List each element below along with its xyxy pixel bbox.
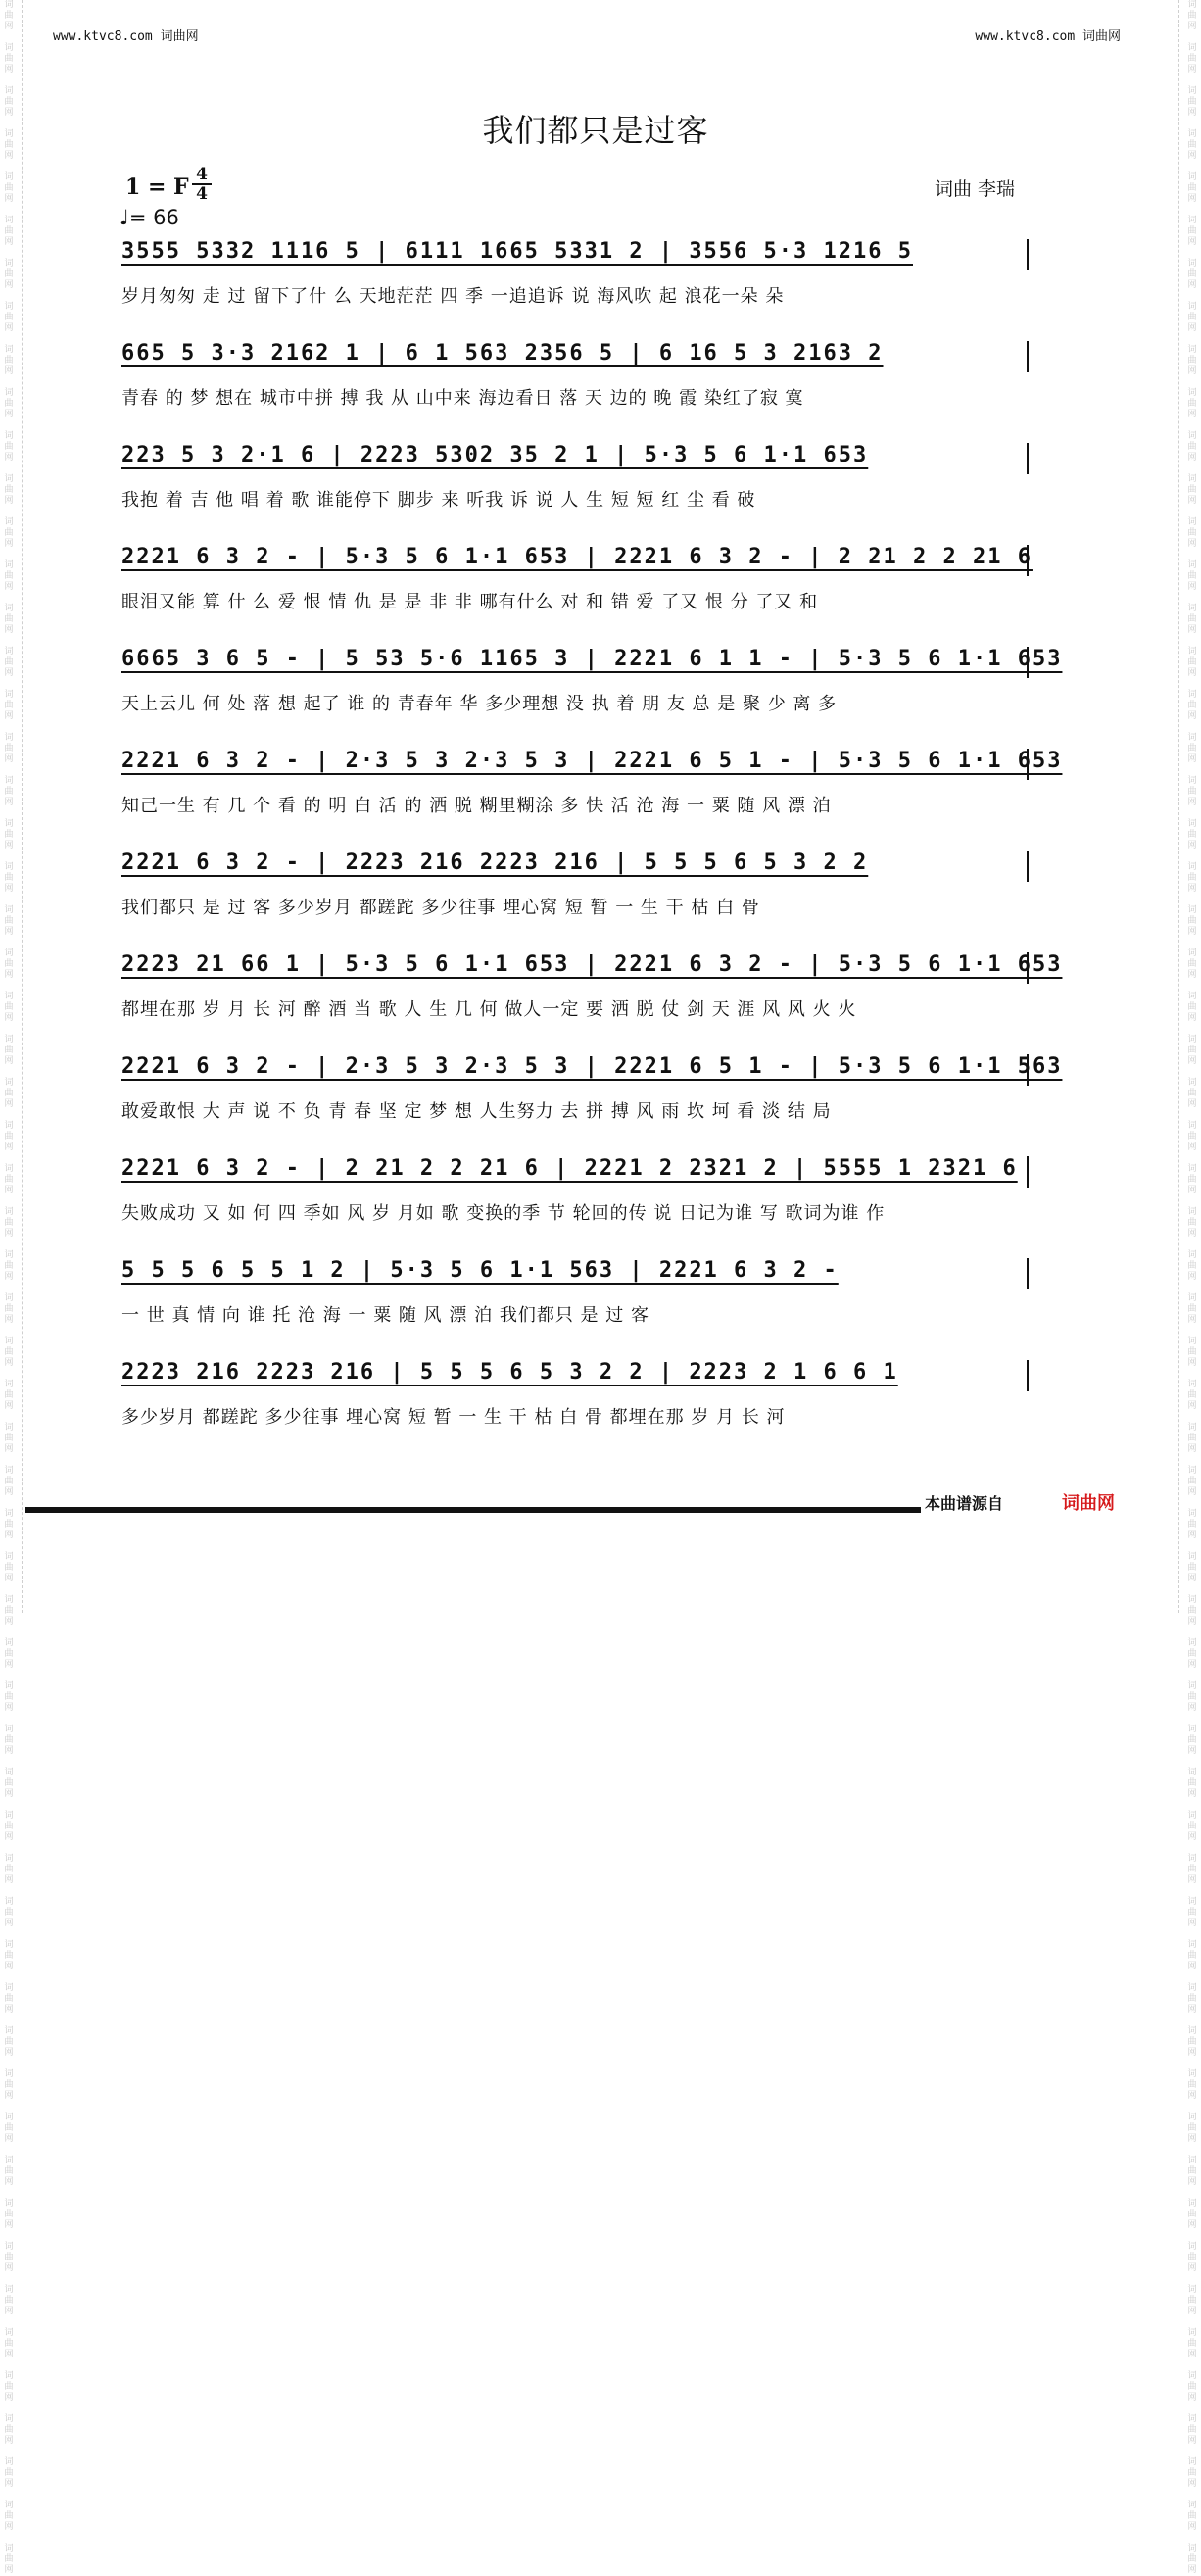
lyric-line: 我抱 着 吉 他 唱 着 歌 谁能停下 脚步 来 听我 诉 说 人 生 短 短 红 尘 看 破 (121, 490, 756, 510)
time-signature-bottom: 4 (196, 184, 208, 204)
lyric-line: 青春 的 梦 想在 城市中拼 搏 我 从 山中来 海边看日 落 天 边的 晚 霞 染红了寂 寞 (121, 388, 804, 409)
bar-line (1027, 952, 1029, 984)
notation-line: 2221 6 3 2 - | 5·3 5 6 1·1 653 | 2221 6 3 2 - | 2 21 2 2 21 6 (121, 545, 1033, 569)
score-row (121, 439, 1023, 541)
score-row (121, 1050, 1063, 1152)
bar-line (1027, 1156, 1029, 1188)
time-signature-top: 4 (196, 165, 208, 184)
score-row (121, 745, 1063, 847)
lyric-line: 天上云儿 何 处 落 想 起了 谁 的 青春年 华 多少理想 没 执 着 朋 友 总 是 聚 少 离 多 (121, 694, 838, 714)
notation-line: 2221 6 3 2 - | 2·3 5 3 2·3 5 3 | 2221 6 5 1 - | 5·3 5 6 1·1 563 (121, 1054, 1063, 1079)
lyric-line: 都埋在那 岁 月 长 河 醉 酒 当 歌 人 生 几 何 做人一定 要 洒 脱 仗 剑 天 涯 风 风 火 火 (121, 999, 857, 1020)
bar-line (1027, 443, 1029, 474)
right-border-dashed (1178, 0, 1179, 1613)
notation-line: 665 5 3·3 2162 1 | 6 1 563 2356 5 | 6 16 5 3 2163 2 (121, 341, 884, 365)
notation-line: 2221 6 3 2 - | 2 21 2 2 21 6 | 2221 2 2321 2 | 5555 1 2321 6 (121, 1156, 1018, 1181)
composer-credit: 词曲 李瑞 (934, 178, 1015, 200)
score-row (121, 235, 1023, 337)
score-row (121, 643, 1063, 745)
notation-line: 223 5 3 2·1 6 | 2223 5302 35 2 1 | 5·3 5 6 1·1 653 (121, 443, 869, 467)
notation-line: 6665 3 6 5 - | 5 53 5·6 1165 3 | 2221 6 1 1 - | 5·3 5 6 1·1 653 (121, 647, 1063, 671)
bar-line (1027, 851, 1029, 882)
lyric-line: 敢爱敢恨 大 声 说 不 负 青 春 坚 定 梦 想 人生努力 去 拼 搏 风 雨 坎 坷 看 淡 结 局 (121, 1101, 832, 1122)
time-signature (192, 167, 212, 202)
score-row (121, 1356, 1023, 1458)
score-row (121, 1152, 1023, 1254)
lyric-line: 一 世 真 情 向 谁 托 沧 海 一 粟 随 风 漂 泊 我们都只 是 过 客 (121, 1305, 649, 1326)
right-watermark-strip (1183, 0, 1201, 2575)
side-watermark-text: 词 曲 网 词 曲 网 词 曲 网 词 曲 网 词 曲 网 词 曲 网 词 曲 网 词 曲 网 词 曲 网 词 曲 网 词 曲 网 词 曲 网 词 曲 网 词 曲 网 词 曲 网 词 曲 网 词 曲 网 词 曲 网 词 曲 网 词 曲 网 词 曲 网 词 曲 网 词 曲 网 词 曲 网 词 曲 网 词 曲 网 词 曲 网 词 曲 网 词 曲 网 词 曲 网 词 曲 网 词 曲 网 词 曲 网 词 曲 网 词 曲 网 词 曲 网 词 曲 网 词 曲 网 词 曲 网 词 曲 网 词 曲 网 词 曲 网 词 曲 网 词 曲 网 词 曲 网 词 曲 网 词 曲 网 词 曲 网 词 曲 网 词 曲 网 词 曲 网 词 曲 网 词 曲 网 词 曲 网 词 曲 网 词 曲 网 词 曲 网 词 曲 网 词 曲 网 词 曲 网 (1187, 0, 1197, 2575)
bar-line (1027, 1054, 1029, 1086)
bar-line (1027, 341, 1029, 372)
score-row (121, 541, 1033, 643)
bar-line (1027, 647, 1029, 678)
lyric-line: 岁月匆匆 走 过 留下了什 么 天地茫茫 四 季 一追追诉 说 海风吹 起 浪花一朵 朵 (121, 286, 785, 307)
notation-line: 2223 21 66 1 | 5·3 5 6 1·1 653 | 2221 6 3 2 - | 5·3 5 6 1·1 653 (121, 952, 1063, 977)
score-row (121, 847, 1023, 948)
tempo-marking: ♩= 66 (120, 206, 179, 229)
notation-line: 5 5 5 6 5 5 1 2 | 5·3 5 6 1·1 563 | 2221 6 3 2 - (121, 1258, 839, 1283)
notation-line: 3555 5332 1116 5 | 6111 1665 5331 2 | 3556 5·3 1216 5 (121, 239, 913, 264)
key-signature: 1 = F (125, 174, 189, 200)
lyric-line: 知己一生 有 几 个 看 的 明 白 活 的 洒 脱 糊里糊涂 多 快 活 沧 海 一 粟 随 风 漂 泊 (121, 796, 832, 816)
notation-line: 2221 6 3 2 - | 2223 216 2223 216 | 5 5 5 6 5 3 2 2 (121, 851, 869, 875)
bar-line (1027, 239, 1029, 270)
footer-rule (25, 1507, 921, 1513)
footer-logo[interactable]: 词曲网 (1062, 1493, 1115, 1514)
bar-line (1027, 1360, 1029, 1391)
bar-line (1027, 749, 1029, 780)
top-right-watermark: www.ktvc8.com 词曲网 (975, 29, 1121, 44)
footer-source-label: 本曲谱源自 (925, 1494, 1004, 1513)
notation-line: 2221 6 3 2 - | 2·3 5 3 2·3 5 3 | 2221 6 5 1 - | 5·3 5 6 1·1 653 (121, 749, 1063, 773)
lyric-line: 多少岁月 都蹉跎 多少往事 埋心窝 短 暂 一 生 干 枯 白 骨 都埋在那 岁 月 长 河 (121, 1407, 786, 1428)
score-row (121, 948, 1063, 1050)
side-watermark-text: 词 曲 网 词 曲 网 词 曲 网 词 曲 网 词 曲 网 词 曲 网 词 曲 网 词 曲 网 词 曲 网 词 曲 网 词 曲 网 词 曲 网 词 曲 网 词 曲 网 词 曲 网 词 曲 网 词 曲 网 词 曲 网 词 曲 网 词 曲 网 词 曲 网 词 曲 网 词 曲 网 词 曲 网 词 曲 网 词 曲 网 词 曲 网 词 曲 网 词 曲 网 词 曲 网 词 曲 网 词 曲 网 词 曲 网 词 曲 网 词 曲 网 词 曲 网 词 曲 网 词 曲 网 词 曲 网 词 曲 网 词 曲 网 词 曲 网 词 曲 网 词 曲 网 词 曲 网 词 曲 网 词 曲 网 词 曲 网 词 曲 网 词 曲 网 词 曲 网 词 曲 网 词 曲 网 词 曲 网 词 曲 网 词 曲 网 词 曲 网 词 曲 网 词 曲 网 词 曲 网 (4, 0, 14, 2575)
bar-line (1027, 1258, 1029, 1289)
score-body (121, 235, 1063, 1458)
score-row (121, 1254, 1023, 1356)
song-title: 我们都只是过客 (482, 112, 709, 149)
left-border-dashed (22, 0, 23, 1613)
top-left-watermark: www.ktvc8.com 词曲网 (53, 29, 199, 44)
lyric-line: 我们都只 是 过 客 多少岁月 都蹉跎 多少往事 埋心窝 短 暂 一 生 干 枯 白 骨 (121, 898, 760, 918)
lyric-line: 失败成功 又 如 何 四 季如 风 岁 月如 歌 变换的季 节 轮回的传 说 日记为谁 写 歌词为谁 作 (121, 1203, 886, 1224)
left-watermark-strip (0, 0, 18, 2575)
bar-line (1027, 545, 1029, 576)
score-row (121, 337, 1023, 439)
notation-line: 2223 216 2223 216 | 5 5 5 6 5 3 2 2 | 2223 2 1 6 6 1 (121, 1360, 898, 1385)
lyric-line: 眼泪又能 算 什 么 爱 恨 情 仇 是 是 非 非 哪有什么 对 和 错 爱 了又 恨 分 了又 和 (121, 592, 819, 612)
